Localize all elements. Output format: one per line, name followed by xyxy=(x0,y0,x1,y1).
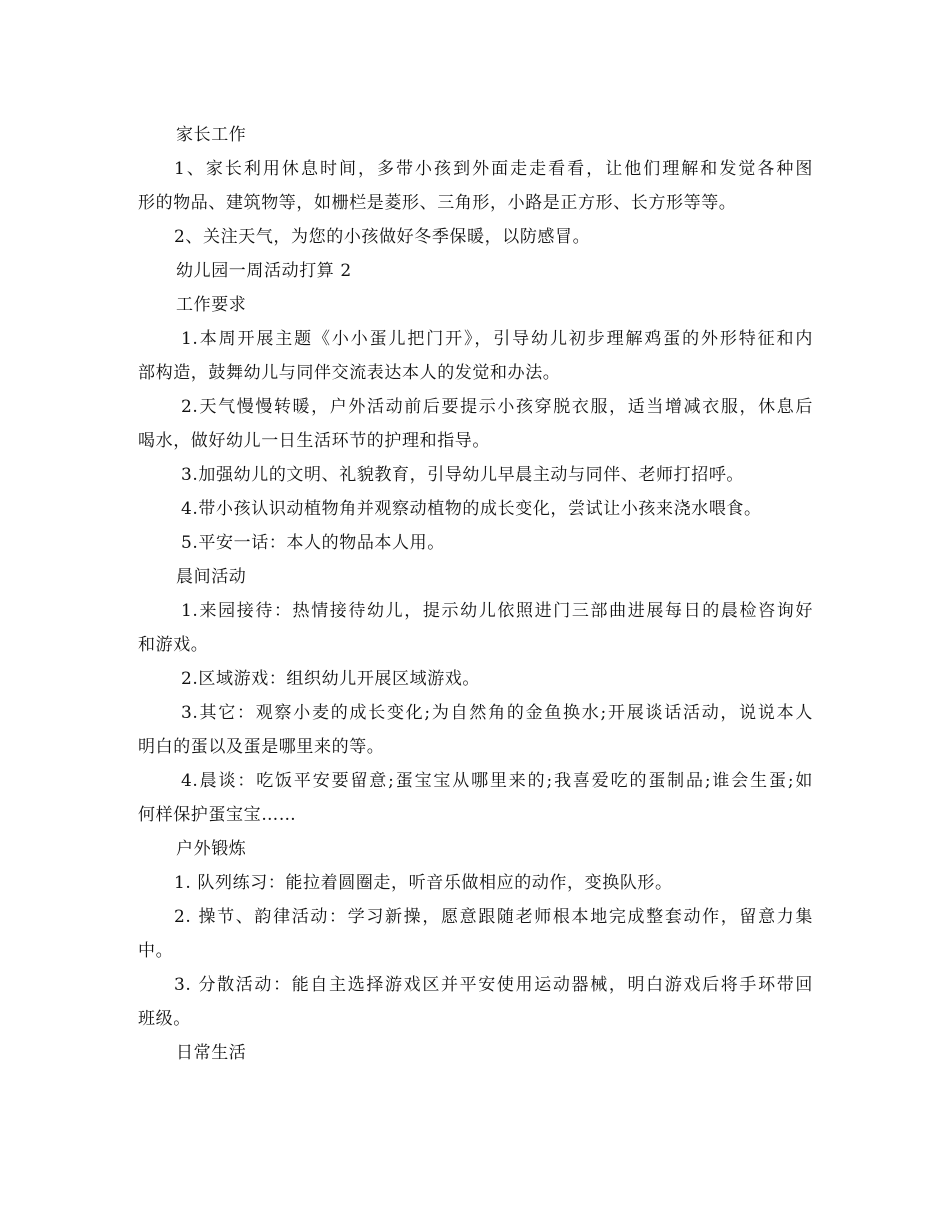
text-line: 4.带小孩认识动植物角并观察动植物的成长变化，尝试让小孩来浇水喂食。 xyxy=(181,499,762,519)
text-line: 何样保护蛋宝宝…… xyxy=(138,805,297,825)
text-line: 中。 xyxy=(138,941,174,961)
text-line: 家长工作 xyxy=(176,125,247,145)
text-line: 日常生活 xyxy=(176,1043,247,1063)
text-line: 晨间活动 xyxy=(176,567,247,587)
text-line: 2、关注天气，为您的小孩做好冬季保暖，以防感冒。 xyxy=(174,227,591,247)
text-line: 1、家长利用休息时间，多带小孩到外面走走看看，让他们理解和发觉各种图 xyxy=(174,159,813,179)
text-line: 3. 分散活动：能自主选择游戏区并平安使用运动器械，明白游戏后将手环带回 xyxy=(174,975,813,995)
text-line: 工作要求 xyxy=(176,295,247,315)
text-line: 幼儿园一周活动打算 2 xyxy=(176,261,352,281)
text-line: 户外锻炼 xyxy=(176,839,247,859)
text-line: 3.加强幼儿的文明、礼貌教育，引导幼儿早晨主动与同伴、老师打招呼。 xyxy=(181,465,745,485)
text-line: 1. 队列练习：能拉着圆圈走，听音乐做相应的动作，变换队形。 xyxy=(174,873,673,893)
text-line: 形的物品、建筑物等，如栅栏是菱形、三角形，小路是正方形、长方形等等。 xyxy=(138,193,737,213)
text-line: 2.天气慢慢转暖，户外活动前后要提示小孩穿脱衣服，适当增减衣服，休息后 xyxy=(181,397,813,417)
text-line: 喝水，做好幼儿一日生活环节的护理和指导。 xyxy=(138,431,490,451)
document-body xyxy=(138,118,813,1070)
text-line: 5.平安一话：本人的物品本人用。 xyxy=(181,533,445,553)
text-line: 部构造，鼓舞幼儿与同伴交流表达本人的发觉和办法。 xyxy=(138,363,561,383)
text-line: 班级。 xyxy=(138,1009,191,1029)
text-line: 和游戏。 xyxy=(138,635,209,655)
text-line: 4.晨谈：吃饭平安要留意;蛋宝宝从哪里来的;我喜爱吃的蛋制品;谁会生蛋;如 xyxy=(181,771,813,791)
text-line: 1.本周开展主题《小小蛋儿把门开》，引导幼儿初步理解鸡蛋的外形特征和内 xyxy=(181,329,813,349)
text-line: 3.其它：观察小麦的成长变化;为自然角的金鱼换水;开展谈话活动，说说本人 xyxy=(181,703,813,723)
text-line: 1.来园接待：热情接待幼儿，提示幼儿依照进门三部曲进展每日的晨检咨询好 xyxy=(181,601,813,621)
text-line: 2.区域游戏：组织幼儿开展区域游戏。 xyxy=(181,669,481,689)
text-line: 2. 操节、韵律活动：学习新操，愿意跟随老师根本地完成整套动作，留意力集 xyxy=(174,907,813,927)
text-line: 明白的蛋以及蛋是哪里来的等。 xyxy=(138,737,385,757)
